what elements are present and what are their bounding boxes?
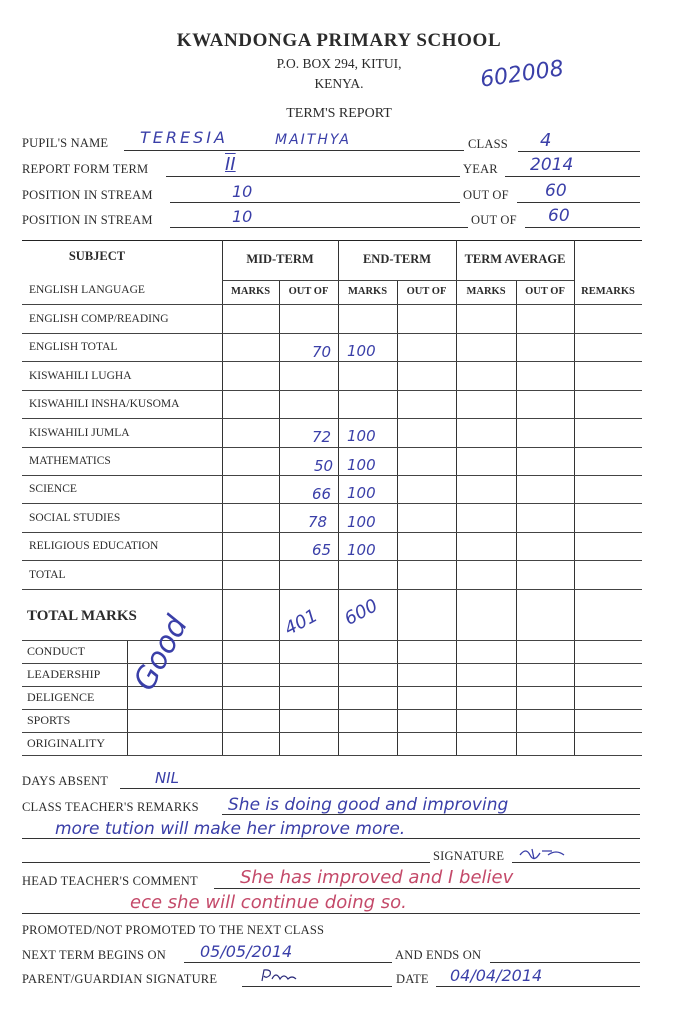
address-line2: KENYA. — [314, 76, 364, 91]
subject-row-label: ENGLISH LANGUAGE — [29, 284, 145, 296]
date-value: 04/04/2014 — [450, 966, 543, 985]
marks-table — [22, 240, 642, 756]
mark-value: 50 — [314, 457, 334, 475]
class-teacher-signature — [518, 845, 566, 861]
remarks-header: REMARKS — [581, 286, 635, 297]
out-of-value: 100 — [347, 342, 376, 360]
mark-value: 65 — [312, 541, 332, 559]
report-title: TERM'S REPORT — [286, 106, 392, 121]
mark-value: 72 — [312, 428, 332, 446]
next-term-value: 05/05/2014 — [200, 942, 293, 961]
pupil-name-label: PUPIL'S NAME — [22, 136, 109, 150]
total-marks-label: TOTAL MARKS — [27, 608, 137, 624]
pupil-last-name: MAITHYA — [275, 132, 351, 148]
out-of-value-2: 60 — [548, 206, 570, 226]
address-line1: P.O. BOX 294, KITUI, — [276, 56, 402, 71]
ref-number: 602008 — [478, 56, 566, 93]
subject-row-label: KISWAHILI LUGHA — [29, 370, 132, 382]
conduct-row-label: CONDUCT — [27, 644, 86, 658]
out-of-value: 100 — [347, 484, 376, 502]
out-of-value: 100 — [347, 513, 376, 531]
subject-row-label: SCIENCE — [29, 483, 77, 495]
position-label-1: POSITION IN STREAM — [22, 188, 153, 202]
year-value: 2014 — [530, 155, 574, 175]
head-teacher-label: HEAD TEACHER'S COMMENT — [22, 874, 198, 888]
subject-row-label: KISWAHILI JUMLA — [29, 427, 130, 439]
conduct-row-label: DELIGENCE — [27, 690, 95, 704]
conduct-remark: Good — [127, 610, 195, 697]
class-value: 4 — [540, 130, 552, 151]
mark-value: 78 — [308, 513, 328, 531]
out-of-value: 100 — [347, 541, 376, 559]
parent-signature-label: PARENT/GUARDIAN SIGNATURE — [22, 972, 218, 986]
subject-row-label: SOCIAL STUDIES — [29, 512, 121, 524]
total-marks-value: 401 — [281, 605, 322, 640]
class-teacher-remark-1: She is doing good and improving — [228, 795, 509, 815]
mark-value: 66 — [312, 485, 332, 503]
date-label: DATE — [396, 972, 429, 986]
subject-header: SUBJECT — [68, 249, 126, 263]
avg-outof-header: OUT OF — [525, 286, 565, 297]
out-of-value: 100 — [347, 427, 376, 445]
mid-outof-header: OUT OF — [288, 286, 329, 297]
out-of-value-1: 60 — [545, 181, 567, 201]
subject-row-label: ENGLISH TOTAL — [29, 341, 118, 353]
year-label: YEAR — [463, 162, 498, 176]
term-value: II — [225, 154, 236, 175]
conduct-row-label: LEADERSHIP — [27, 667, 101, 681]
midterm-header: MID-TERM — [246, 252, 314, 266]
subject-row-label: KISWAHILI INSHA/KUSOMA — [29, 398, 180, 410]
class-teacher-label: CLASS TEACHER'S REMARKS — [22, 800, 199, 814]
class-teacher-remark-2: more tution will make her improve more. — [55, 819, 406, 839]
pupil-first-name: TERESIA — [140, 128, 228, 147]
conduct-row-label: SPORTS — [27, 713, 71, 727]
total-out-of-value: 600 — [341, 595, 382, 630]
end-outof-header: OUT OF — [406, 286, 447, 297]
position-value-2: 10 — [232, 207, 253, 226]
out-of-label-1: OUT OF — [463, 188, 509, 202]
term-average-header: TERM AVERAGE — [464, 252, 566, 266]
mark-value: 70 — [312, 343, 332, 361]
days-absent-value: NIL — [155, 769, 180, 787]
term-label: REPORT FORM TERM — [22, 162, 149, 176]
position-value-1: 10 — [232, 182, 253, 201]
end-marks-header: MARKS — [347, 286, 388, 297]
head-teacher-comment-2: ece she will continue doing so. — [130, 892, 407, 913]
class-label: CLASS — [468, 137, 508, 151]
out-of-value: 100 — [347, 456, 376, 474]
days-absent-label: DAYS ABSENT — [22, 774, 109, 788]
signature-label: SIGNATURE — [433, 849, 505, 863]
ends-on-label: AND ENDS ON — [395, 948, 482, 962]
endterm-header: END-TERM — [362, 252, 432, 266]
subject-row-label: MATHEMATICS — [29, 455, 111, 467]
avg-marks-header: MARKS — [466, 286, 506, 297]
subject-row-label: ENGLISH COMP/READING — [29, 313, 169, 325]
mid-marks-header: MARKS — [230, 286, 271, 297]
head-teacher-comment-1: She has improved and I believ — [240, 867, 514, 888]
school-name: KWANDONGA PRIMARY SCHOOL — [176, 30, 502, 51]
next-term-label: NEXT TERM BEGINS ON — [22, 948, 166, 962]
subject-row-label: RELIGIOUS EDUCATION — [29, 540, 159, 552]
conduct-row-label: ORIGINALITY — [27, 736, 105, 750]
subject-row-label: TOTAL — [29, 569, 66, 581]
parent-signature — [258, 967, 298, 985]
promoted-label: PROMOTED/NOT PROMOTED TO THE NEXT CLASS — [22, 923, 325, 937]
out-of-label-2: OUT OF — [471, 213, 517, 227]
position-label-2: POSITION IN STREAM — [22, 213, 153, 227]
